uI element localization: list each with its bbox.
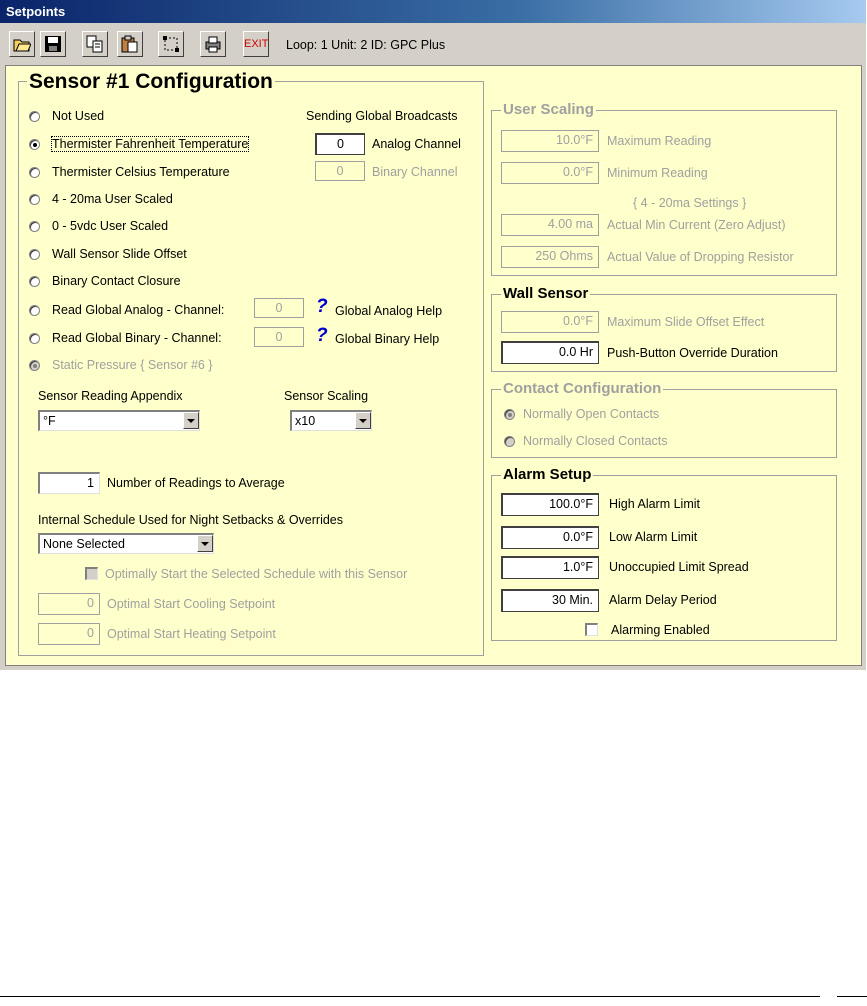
radio-label: Wall Sensor Slide Offset — [52, 247, 187, 261]
radio-global-analog[interactable] — [29, 305, 40, 316]
heating-setpoint-label: Optimal Start Heating Setpoint — [107, 627, 276, 641]
page-divider — [837, 996, 867, 997]
scaling-value: x10 — [295, 414, 316, 428]
max-reading-label: Maximum Reading — [607, 134, 712, 148]
title-bar — [0, 0, 866, 23]
broadcasts-title: Sending Global Broadcasts — [306, 109, 458, 123]
binary-channel-label: Binary Channel — [372, 165, 458, 179]
alarm-setup-title: Alarm Setup — [503, 466, 592, 483]
paste-icon — [121, 35, 139, 53]
resistor-label: Actual Value of Dropping Resistor — [607, 250, 794, 264]
cooling-setpoint-field[interactable]: 0 — [38, 593, 100, 615]
limit-spread-label: Unoccupied Limit Spread — [609, 560, 749, 574]
user-scaling-title: User Scaling — [503, 101, 594, 118]
normally-closed-label: Normally Closed Contacts — [523, 434, 668, 448]
heating-setpoint-field[interactable]: 0 — [38, 623, 100, 645]
save-button[interactable] — [40, 31, 66, 57]
override-duration-field[interactable]: 0.0 Hr — [501, 341, 599, 364]
open-folder-icon — [13, 35, 31, 53]
radio-normally-open[interactable] — [504, 409, 515, 420]
appendix-select[interactable] — [38, 410, 200, 431]
save-disk-icon — [44, 35, 62, 53]
alarm-delay-field[interactable]: 30 Min. — [501, 589, 599, 612]
radio-binary-contact[interactable] — [29, 276, 40, 287]
help-icon[interactable]: ? — [316, 296, 328, 317]
low-alarm-field[interactable]: 0.0°F — [501, 526, 599, 549]
settings-subtitle: { 4 - 20ma Settings } — [633, 196, 747, 210]
global-analog-channel-field[interactable]: 0 — [254, 298, 304, 318]
select-all-button[interactable] — [158, 31, 184, 57]
radio-wall-sensor[interactable] — [29, 249, 40, 260]
optimal-start-label: Optimally Start the Selected Schedule with this Sensor — [105, 567, 408, 581]
radio-label: 0 - 5vdc User Scaled — [52, 219, 169, 233]
resistor-field[interactable]: 250 Ohms — [501, 246, 599, 268]
radio-global-binary[interactable] — [29, 333, 40, 344]
slide-offset-label: Maximum Slide Offset Effect — [607, 315, 765, 329]
page-title: Sensor #1 Configuration — [29, 70, 273, 93]
copy-button[interactable] — [82, 31, 108, 57]
alarming-enabled-label: Alarming Enabled — [611, 623, 710, 637]
global-analog-help-link[interactable]: Global Analog Help — [335, 304, 443, 318]
analog-channel-label: Analog Channel — [372, 137, 461, 151]
radio-label: Thermister Celsius Temperature — [52, 165, 230, 179]
optimal-start-checkbox[interactable] — [85, 567, 98, 580]
analog-channel-field[interactable]: 0 — [315, 133, 365, 155]
radio-label: Not Used — [52, 109, 105, 123]
radio-label: Thermister Fahrenheit Temperature — [52, 137, 249, 151]
global-binary-channel-field[interactable]: 0 — [254, 327, 304, 347]
cooling-setpoint-label: Optimal Start Cooling Setpoint — [107, 597, 276, 611]
status-text: Loop: 1 Unit: 2 ID: GPC Plus — [286, 38, 446, 52]
radio-not-used[interactable] — [29, 111, 40, 122]
radio-4-20ma[interactable] — [29, 194, 40, 205]
copy-icon — [86, 35, 104, 53]
radio-label: 4 - 20ma User Scaled — [52, 192, 173, 206]
open-folder-button[interactable] — [9, 31, 35, 57]
high-alarm-label: High Alarm Limit — [609, 497, 700, 511]
page-divider — [0, 996, 820, 997]
binary-channel-field[interactable]: 0 — [315, 161, 365, 181]
radio-normally-closed[interactable] — [504, 436, 515, 447]
contact-config-title: Contact Configuration — [503, 380, 662, 397]
radio-thermister-c[interactable] — [29, 167, 40, 178]
min-current-label: Actual Min Current (Zero Adjust) — [607, 218, 786, 232]
schedule-select[interactable] — [38, 533, 214, 554]
appendix-value: °F — [43, 414, 56, 428]
radio-label: Binary Contact Closure — [52, 274, 181, 288]
normally-open-label: Normally Open Contacts — [523, 407, 660, 421]
alarming-enabled-checkbox[interactable] — [585, 623, 598, 636]
alarm-delay-label: Alarm Delay Period — [609, 593, 717, 607]
help-icon[interactable]: ? — [316, 325, 328, 346]
select-all-icon — [162, 35, 180, 53]
toolbar — [0, 23, 866, 64]
wall-sensor-title: Wall Sensor — [503, 285, 589, 302]
radio-label: Read Global Binary - Channel: — [52, 331, 222, 345]
chevron-down-icon[interactable] — [197, 535, 213, 552]
min-reading-field[interactable]: 0.0°F — [501, 162, 599, 184]
exit-button[interactable]: EXIT — [243, 31, 269, 57]
global-binary-help-link[interactable]: Global Binary Help — [335, 332, 440, 346]
override-duration-label: Push-Button Override Duration — [607, 346, 778, 360]
limit-spread-field[interactable]: 1.0°F — [501, 556, 599, 579]
paste-button[interactable] — [117, 31, 143, 57]
radio-label: Read Global Analog - Channel: — [52, 303, 225, 317]
slide-offset-field[interactable]: 0.0°F — [501, 311, 599, 333]
average-label: Number of Readings to Average — [107, 476, 285, 490]
radio-0-5vdc[interactable] — [29, 221, 40, 232]
print-icon — [204, 35, 222, 53]
chevron-down-icon[interactable] — [355, 412, 371, 429]
scaling-label: Sensor Scaling — [284, 389, 369, 403]
min-current-field[interactable]: 4.00 ma — [501, 214, 599, 236]
radio-label: Static Pressure { Sensor #6 } — [52, 358, 213, 372]
appendix-label: Sensor Reading Appendix — [38, 389, 183, 403]
scaling-select[interactable] — [290, 410, 372, 431]
chevron-down-icon[interactable] — [183, 412, 199, 429]
radio-thermister-f[interactable] — [29, 139, 40, 150]
radio-static-pressure[interactable] — [29, 360, 40, 371]
average-field[interactable]: 1 — [38, 472, 100, 494]
min-reading-label: Minimum Reading — [607, 166, 708, 180]
schedule-value: None Selected — [43, 537, 126, 551]
low-alarm-label: Low Alarm Limit — [609, 530, 698, 544]
schedule-label: Internal Schedule Used for Night Setbacks & Overrides — [38, 513, 344, 527]
high-alarm-field[interactable]: 100.0°F — [501, 493, 599, 516]
window-title: Setpoints — [6, 4, 66, 19]
print-button[interactable] — [200, 31, 226, 57]
max-reading-field[interactable]: 10.0°F — [501, 130, 599, 152]
